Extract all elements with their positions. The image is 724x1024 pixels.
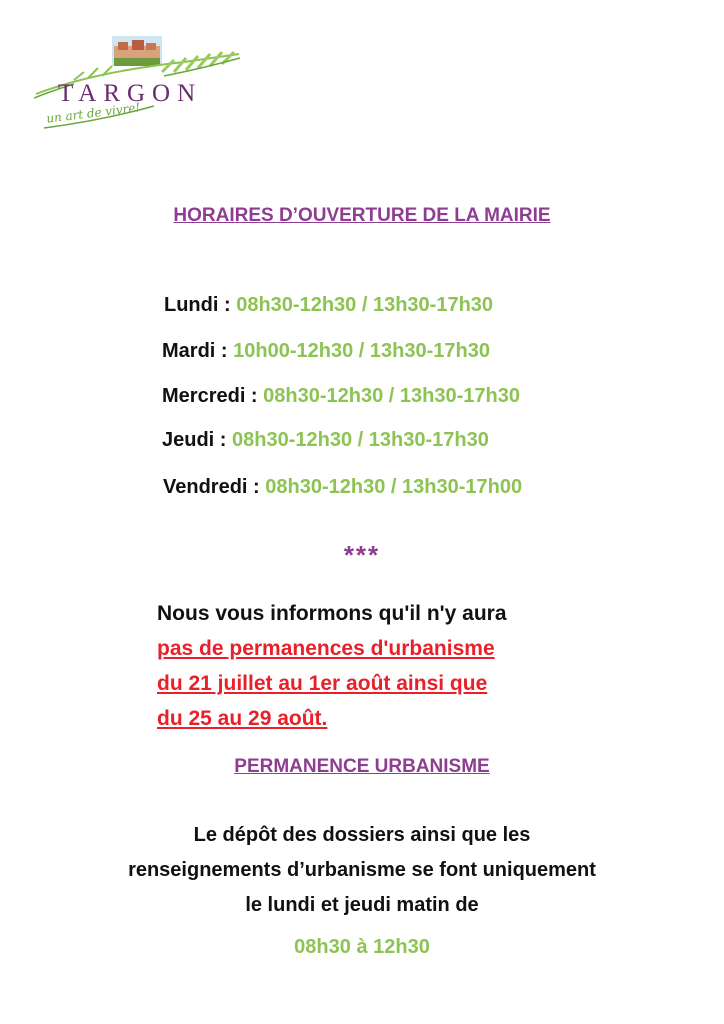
logo-name: TARGON [58,80,203,107]
schedule-hours: 08h30-12h30 / 13h30-17h30 [232,429,489,451]
schedule-day: Vendredi : [163,476,266,498]
schedule-hours: 08h30-12h30 / 13h30-17h30 [236,294,494,316]
schedule-day: Lundi : [164,294,237,316]
urbanism-notice [157,596,507,736]
info-line-3: le lundi et jeudi matin de [245,894,479,916]
notice-line-1: Nous vous informons qu'il n'y aura [157,602,507,625]
schedule-hours: 10h00-12h30 / 13h30-17h30 [233,340,490,362]
schedule-row-vendredi [163,476,522,499]
targon-logo [34,32,244,132]
notice-line-3: du 21 juillet au 1er août ainsi que [157,672,488,695]
permanence-title: PERMANENCE URBANISME [234,756,490,777]
logo-tagline: un art de vivre! [45,100,141,126]
page-title: HORAIRES D’OUVERTURE DE LA MAIRIE [173,205,551,226]
schedule-row-jeudi [162,429,489,452]
notice-line-4: du 25 au 29 août. [157,707,328,730]
notice-line-2: pas de permanences d'urbanisme [157,637,495,660]
permanence-info [0,818,724,923]
schedule-hours: 08h30-12h30 / 13h30-17h00 [265,476,523,498]
separator-stars: *** [343,540,381,570]
schedule-day: Mardi : [162,340,234,362]
schedule-hours: 08h30-12h30 / 13h30-17h30 [263,385,520,407]
schedule-row-mardi [162,340,490,363]
schedule-day: Jeudi : [162,429,233,451]
info-line-1: Le dépôt des dossiers ainsi que les [193,824,531,846]
schedule-row-lundi [164,294,493,317]
schedule-row-mercredi [162,385,520,408]
info-line-2: renseignements d’urbanisme se font uniquement [128,859,596,881]
schedule-day: Mercredi : [162,385,264,407]
permanence-hours: 08h30 à 12h30 [294,936,430,958]
